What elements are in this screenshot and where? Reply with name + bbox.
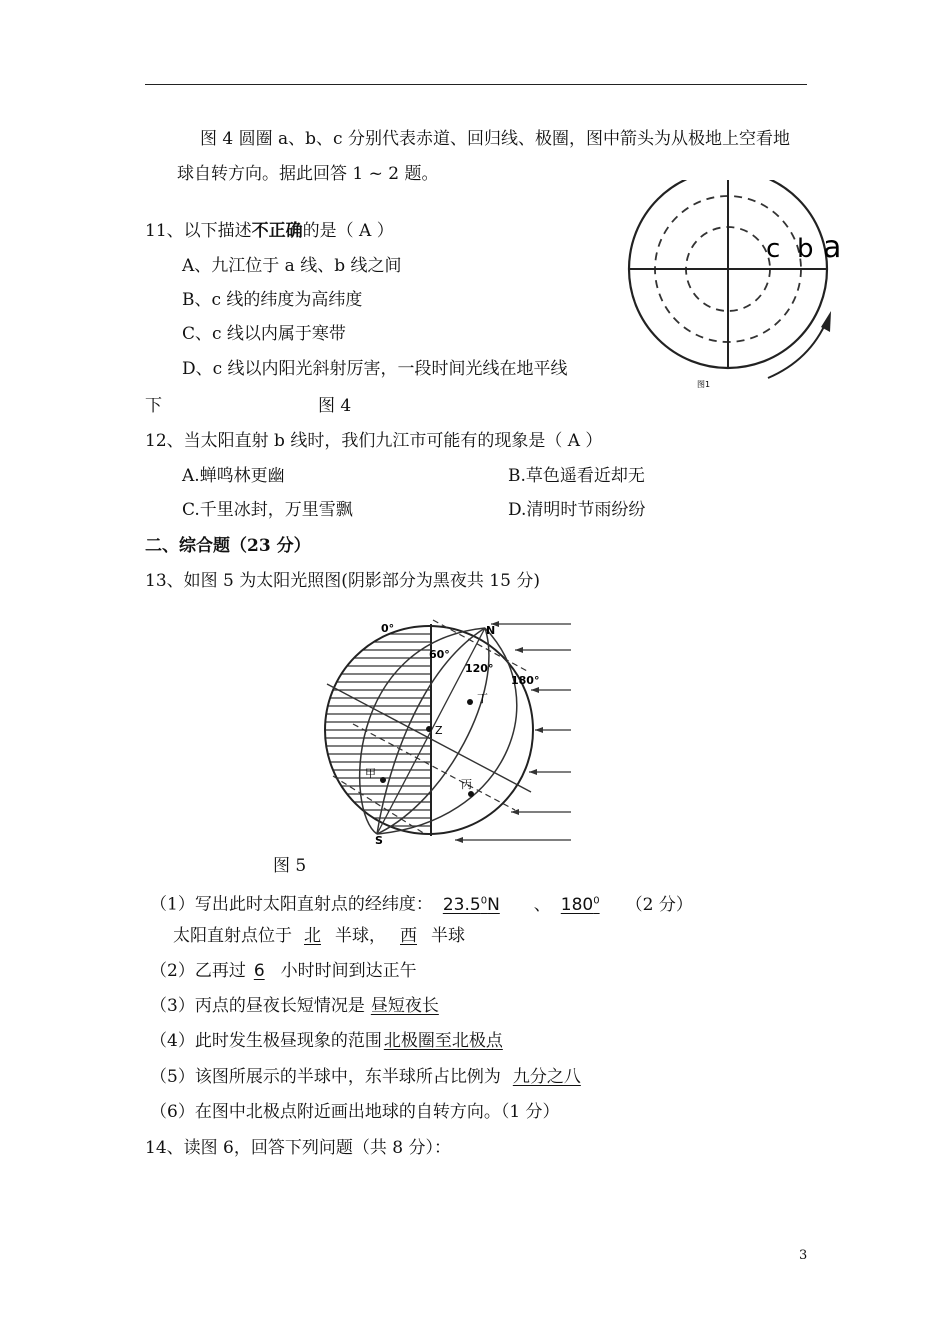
- q14-stem: 14、读图 6，回答下列问题（共 8 分）：: [145, 1138, 451, 1158]
- rotation-arrow: [768, 320, 827, 378]
- header-rule: [145, 84, 807, 85]
- q13-p1b-mid: 半球，: [335, 926, 386, 946]
- page-number: 3: [799, 1248, 808, 1263]
- q13-p2-post: 小时时间到达正午: [280, 961, 417, 981]
- q13-p6: （6）在图中北极点附近画出地球的自转方向。（1 分）: [150, 1102, 560, 1122]
- label-120deg: 120°: [465, 662, 494, 675]
- label-ding: 丁: [477, 692, 488, 705]
- intro-line-2: 球自转方向。据此回答 1 ~ 2 题。: [177, 164, 439, 184]
- fig4-caption: 图 4: [318, 396, 352, 416]
- q11-option-a: A、九江位于 a 线、b 线之间: [182, 256, 402, 276]
- q13-p1-lat-suffix: N: [487, 894, 500, 915]
- q13-p1-prompt: （1）写出此时太阳直射点的经纬度：: [150, 894, 433, 915]
- q13-p1-lon-sup: 0: [593, 895, 600, 906]
- q13-p1b-answer-1: 北: [304, 926, 321, 946]
- q13-p1b: [173, 925, 465, 947]
- section2-title: 二、综合题（23 分）: [145, 536, 311, 556]
- q13-p1b-prompt: 太阳直射点位于: [173, 926, 292, 946]
- label-s: S: [375, 834, 383, 847]
- fig5-caption: 图 5: [273, 856, 307, 876]
- label-c: c: [766, 234, 781, 264]
- q13-p1-lat-sup: 0: [480, 895, 488, 906]
- q11-option-b: B、c 线的纬度为高纬度: [182, 290, 363, 310]
- q13-p2: [150, 960, 417, 982]
- night-hatching: [305, 634, 431, 826]
- figure-5-sunlight: [305, 612, 590, 850]
- label-small: 图1: [697, 380, 711, 389]
- q13-p1-lat-answer: [433, 895, 528, 915]
- q12-option-c: C.千里冰封，万里雪飘: [182, 500, 353, 520]
- label-n: N: [486, 624, 496, 637]
- q13-p1-lon: 180: [560, 894, 594, 915]
- q11-option-d: D、c 线以内阳光斜射厉害，一段时间光线在地平线: [182, 359, 568, 379]
- q13-p4-prompt: （4）此时发生极昼现象的范围: [150, 1031, 382, 1051]
- meridian-1: [360, 628, 485, 834]
- q13-p3-answer: 昼短夜长: [370, 996, 439, 1016]
- q13-p4-answer: 北极圈至北极点: [383, 1031, 503, 1051]
- q13-p2-answer: 6: [253, 961, 265, 981]
- q13-p1-sep: 、: [533, 894, 551, 915]
- label-b: b: [797, 234, 814, 264]
- q13-p1: [150, 890, 693, 916]
- q13-p1b-answer-2: 西: [400, 926, 417, 946]
- q13-p1-lat: 23.5: [442, 894, 481, 915]
- point-bing: [468, 791, 474, 797]
- point-ding: [467, 699, 473, 705]
- q13-p5-answer: 九分之八: [512, 1067, 581, 1087]
- label-bing: 丙: [461, 778, 472, 791]
- label-yi: Z: [435, 724, 443, 737]
- q11-stem: [145, 220, 394, 242]
- q11-option-c: C、c 线以内属于寒带: [182, 324, 346, 344]
- label-60deg: 60°: [429, 648, 450, 661]
- q13-p3: [150, 995, 471, 1017]
- q13-p3-prompt: （3）丙点的昼夜长短情况是: [150, 996, 365, 1016]
- tropic-line: [353, 724, 515, 810]
- q13-p5: [150, 1066, 617, 1088]
- point-yi: [426, 726, 432, 732]
- q11-stem-post: 的是（ A ）: [302, 221, 394, 241]
- q13-p1-points: （2 分）: [625, 894, 693, 915]
- q13-p2-prompt: （2）乙再过: [150, 961, 246, 981]
- point-jia: [380, 777, 386, 783]
- q12-option-a: A.蝉鸣林更幽: [182, 466, 285, 486]
- label-180deg: 180°: [511, 674, 540, 687]
- q13-p1-lon-answer: [557, 895, 620, 915]
- q11-stem-bold: 不正确: [251, 221, 303, 241]
- intro-line-1: 图 4 圆圈 a、b、c 分别代表赤道、回归线、极圈，图中箭头为从极地上空看地: [200, 129, 790, 149]
- label-a: a: [823, 230, 842, 265]
- q13-p4: [150, 1030, 541, 1052]
- label-0deg: 0°: [381, 622, 395, 635]
- q13-p1b-post: 半球: [431, 926, 465, 946]
- q12-stem: 12、当太阳直射 b 线时，我们九江市可能有的现象是（ A ）: [145, 431, 603, 451]
- label-jia: 甲: [365, 767, 376, 780]
- q13-p5-prompt: （5）该图所展示的半球中，东半球所占比例为: [150, 1067, 501, 1087]
- q11-stem-pre: 11、以下描述: [145, 221, 252, 241]
- q13-stem: 13、如图 5 为太阳光照图(阴影部分为黑夜共 15 分): [145, 571, 540, 591]
- figure-4-circles: [620, 180, 850, 395]
- q12-option-b: B.草色遥看近却无: [508, 466, 645, 486]
- q12-option-d: D.清明时节雨纷纷: [508, 500, 646, 520]
- q11-option-d-cont: 下: [145, 396, 162, 416]
